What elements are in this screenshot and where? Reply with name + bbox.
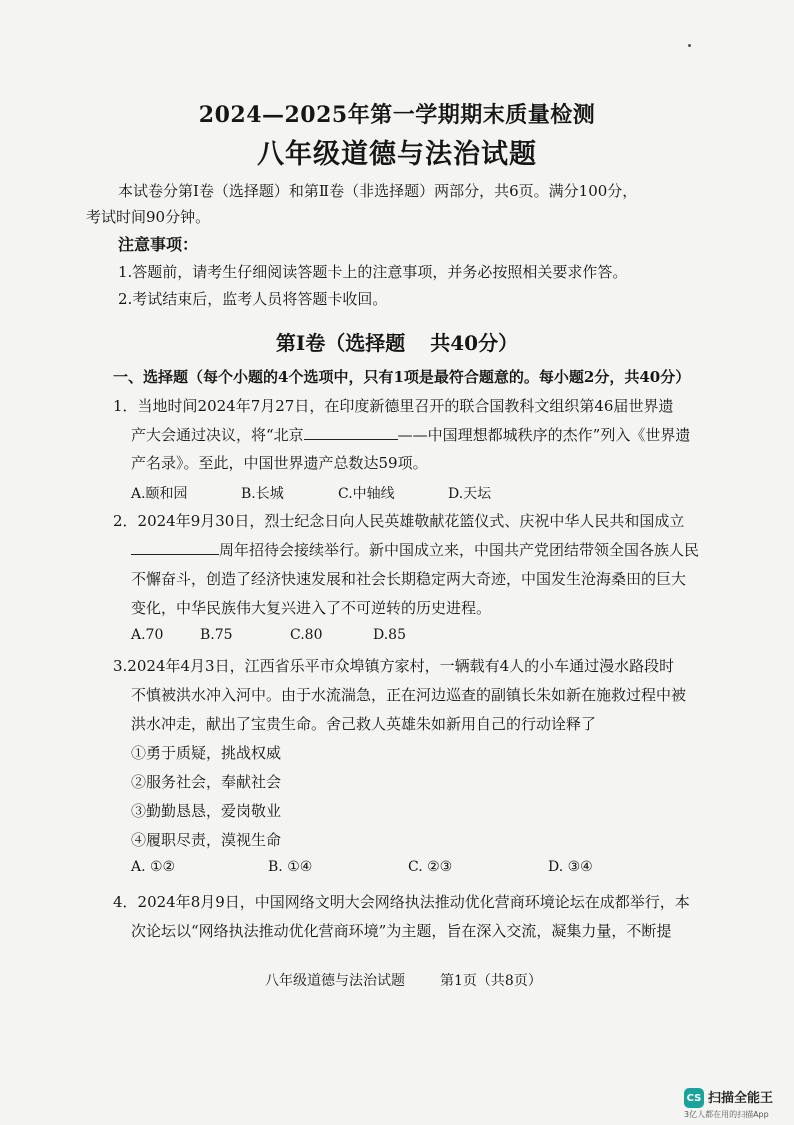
q1-option-b: B.长城 <box>241 486 284 502</box>
q2-option-a: A.70 <box>131 627 164 643</box>
camscanner-tagline: 3亿人都在用的扫描App <box>684 1110 769 1119</box>
section-heading: 第Ⅰ卷（选择题 共40分） <box>275 331 519 355</box>
q2-option-c: C.80 <box>290 627 323 643</box>
q2-line-2-text: 周年招待会接续举行。新中国成立来，中国共产党团结带领全国各族人民 <box>219 541 700 559</box>
q1-line-2-end: ——中国理想都城秩序的杰作”列入《世界遗 <box>397 426 691 444</box>
q3-item-2: ②服务社会，奉献社会 <box>131 773 282 791</box>
q3-item-3: ③勤勤恳恳，爱岗敬业 <box>131 802 282 820</box>
q3-item-1: ①勇于质疑，挑战权威 <box>131 744 282 762</box>
notice-item-2: 2.考试结束后，监考人员将答题卡收回。 <box>118 290 388 308</box>
part-description: （每个小题的4个选项中，只有1项是最符合题意的。每小题2分，共40分） <box>188 368 691 386</box>
q4-line-1: 4．2024年8月9日，中国网络文明大会网络执法推动优化营商环境论坛在成都举行，本 <box>113 893 690 911</box>
part-heading <box>113 367 690 387</box>
footer-subject: 八年级道德与法治试题 <box>265 973 405 989</box>
exam-title: 2024—2025年第一学期期末质量检测 <box>198 102 596 128</box>
intro-line-2: 考试时间90分钟。 <box>86 208 211 226</box>
footer-page-number: 第1页（共8页） <box>440 973 542 989</box>
q3-option-b: B. ①④ <box>268 859 313 875</box>
q1-option-c: C.中轴线 <box>338 486 395 502</box>
scan-speck <box>688 44 691 47</box>
q3-option-d: D. ③④ <box>548 859 593 875</box>
exam-subject-title: 八年级道德与法治试题 <box>257 139 537 170</box>
intro-line-1: 本试卷分第Ⅰ卷（选择题）和第Ⅱ卷（非选择题）两部分，共6页。满分100分， <box>118 182 638 200</box>
q2-line-3: 不懈奋斗，创造了经济快速发展和社会长期稳定两大奇迹，中国发生沧海桑田的巨大 <box>131 570 687 588</box>
camscanner-logo-icon: CS <box>684 1088 704 1108</box>
q3-line-2: 不慎被洪水冲入河中。由于水流湍急，正在河边巡查的副镇长朱如新在施救过程中被 <box>131 686 687 704</box>
q1-line-3: 产名录》。至此，中国世界遗产总数达59项。 <box>131 454 428 472</box>
q1-answer-blank <box>304 439 398 440</box>
q1-option-d: D.天坛 <box>448 486 492 502</box>
notice-item-1: 1.答题前，请考生仔细阅读答题卡上的注意事项，并务必按照相关要求作答。 <box>118 263 628 281</box>
camscanner-name: 扫描全能王 <box>708 1091 774 1106</box>
q4-line-2: 次论坛以“网络执法推动优化营商环境”为主题，旨在深入交流，凝集力量，不断提 <box>131 922 672 940</box>
q3-line-1: 3.2024年4月3日，江西省乐平市众埠镇方家村，一辆载有4人的小车通过漫水路段时 <box>113 657 675 675</box>
q2-line-1: 2．2024年9月30日，烈士纪念日向人民英雄敬献花篮仪式、庆祝中华人民共和国成立 <box>113 512 685 530</box>
q1-option-a: A.颐和园 <box>131 486 188 502</box>
notice-heading: 注意事项： <box>118 235 199 254</box>
q2-line-4: 变化，中华民族伟大复兴进入了不可逆转的历史进程。 <box>131 599 492 617</box>
q1-line-2-start: 产大会通过决议，将“北京 <box>131 426 304 444</box>
q2-answer-blank <box>131 554 219 555</box>
q3-line-3: 洪水冲走，献出了宝贵生命。舍己救人英雄朱如新用自己的行动诠释了 <box>131 715 597 733</box>
q2-option-b: B.75 <box>200 627 233 643</box>
q1-line-2 <box>131 425 690 445</box>
q3-option-a: A. ①② <box>131 859 176 875</box>
q2-line-2 <box>131 540 699 560</box>
q2-option-d: D.85 <box>373 627 406 643</box>
q3-item-4: ④履职尽责，漠视生命 <box>131 831 282 849</box>
part-label: 一、选择题 <box>113 368 189 386</box>
q3-option-c: C. ②③ <box>408 859 453 875</box>
q1-line-1: 1．当地时间2024年7月27日，在印度新德里召开的联合国教科文组织第46届世界遗 <box>113 397 674 415</box>
